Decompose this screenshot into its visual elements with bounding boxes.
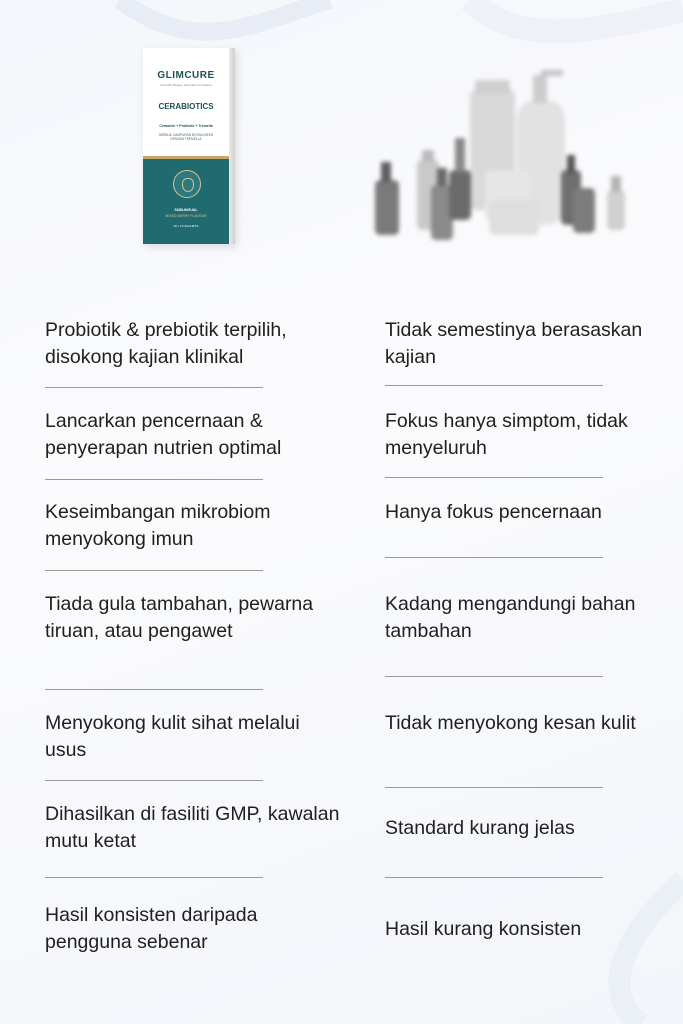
left-item-2: Lancarkan pencernaan & penyerapan nutrien optimal — [45, 410, 282, 459]
left-divider-3 — [45, 570, 263, 571]
right-item-4: Kadang mengandungi bahan tambahan — [385, 593, 636, 642]
emblem-icon — [173, 170, 201, 198]
product-pack: 30 x 10 SACHETS — [173, 224, 199, 228]
product-description: SERBUK CAMPURAN BOTANI BEEN DENGAN TREMELLA — [158, 133, 214, 142]
right-item-7: Hasil kurang konsisten — [385, 918, 582, 940]
product-tagline: Ceramide + Probiotic + Tremella — [159, 124, 213, 128]
right-divider-5 — [385, 787, 603, 788]
right-divider-4 — [385, 676, 603, 677]
left-divider-5 — [45, 780, 263, 781]
left-item-4: Tiada gula tambahan, pewarna tiruan, atau pengawet — [45, 593, 314, 642]
generic-products-image — [365, 60, 635, 250]
left-item-5: Menyokong kulit sihat melalui usus — [45, 712, 300, 761]
brand-logo: GLIMCURE — [157, 70, 215, 81]
right-divider-3 — [385, 557, 603, 558]
left-divider-4 — [45, 689, 263, 690]
brand-subtitle: Scientific Beauty, Naturally Formulated — [160, 83, 212, 87]
left-item-7: Hasil konsisten daripada pengguna sebenar — [45, 904, 258, 953]
right-item-2: Fokus hanya simptom, tidak menyeluruh — [385, 410, 628, 459]
right-item-1: Tidak semestinya berasaskan kajian — [385, 319, 643, 368]
right-item-3: Hanya fokus pencernaan — [385, 501, 602, 523]
right-divider-1 — [385, 385, 603, 386]
left-divider-6 — [45, 877, 263, 878]
product-name: CERABIOTICS — [158, 102, 214, 111]
right-item-6: Standard kurang jelas — [385, 817, 575, 839]
left-item-6: Dihasilkan di fasiliti GMP, kawalan mutu ketat — [45, 803, 340, 852]
box-side — [229, 48, 235, 244]
left-item-3: Keseimbangan mikrobiom menyokong imun — [45, 501, 271, 550]
product-flavour: MIXED BERRY FLAVOUR — [165, 214, 207, 218]
right-divider-6 — [385, 877, 603, 878]
right-item-5: Tidak menyokong kesan kulit — [385, 712, 636, 734]
glimcure-product-box — [143, 48, 235, 244]
left-divider-1 — [45, 387, 263, 388]
left-divider-2 — [45, 479, 263, 480]
product-type: SUBLINGUAL — [174, 208, 198, 212]
right-divider-2 — [385, 477, 603, 478]
left-item-1: Probiotik & prebiotik terpilih, disokong kajian klinikal — [45, 319, 287, 368]
